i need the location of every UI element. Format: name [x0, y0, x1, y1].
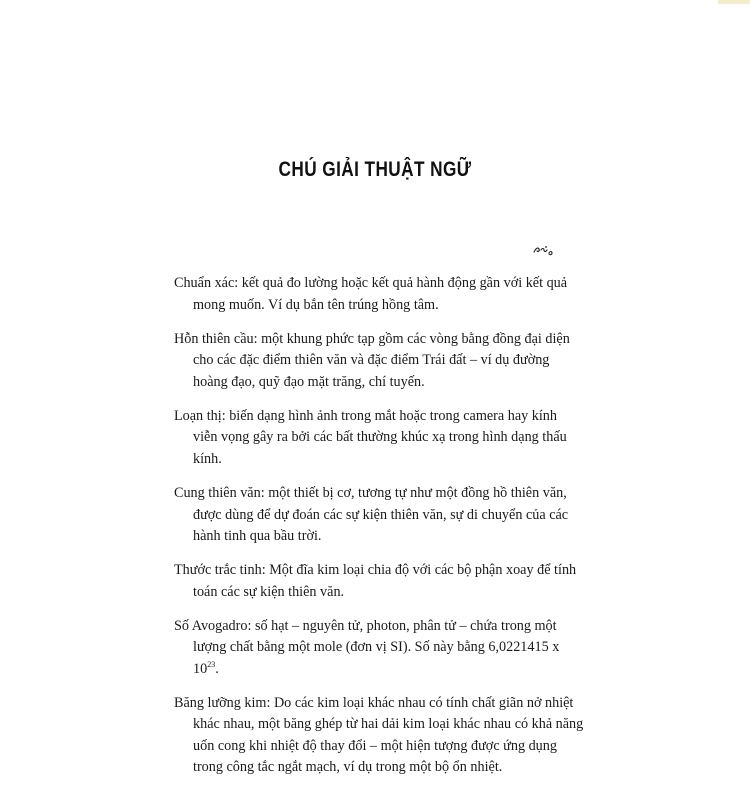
- glossary-definition: kết quả đo lường hoặc kết quả hành động gần với kết quả mong muốn. Ví dụ bắn tên trúng hồng tâm.: [193, 275, 568, 313]
- glossary-term: Chuẩn xác: [174, 275, 235, 291]
- glossary-list: [174, 273, 584, 791]
- glossary-definition: biến dạng hình ảnh trong mắt hoặc trong camera hay kính viễn vọng gây ra bởi các bất thường khúc xạ trong hình dạng thấu kính.: [193, 407, 567, 467]
- glossary-entry: Cung thiên văn: một thiết bị cơ, tương tự như một đồng hồ thiên văn, được dùng để dự đoán các sự kiện thiên văn, sự di chuyển của các hành tinh qua bầu trời.: [174, 485, 569, 544]
- glossary-entry: Băng lưỡng kim: Do các kim loại khác nhau có tính chất giãn nở nhiệt khác nhau, một băng ghép từ hai dải kim loại khác nhau có khả năng uốn cong khi nhiệt độ thay đổi – một hiện tượng được ứng dụng trong công tắc ngắt mạch, ví dụ trong một bộ ổn nhiệt.: [174, 694, 584, 775]
- glossary-term: Thước trắc tinh: [174, 562, 262, 578]
- glossary-definition: số hạt – nguyên tử, photon, phân tử – chứa trong một lượng chất bằng một mole (đơn vị SI). Số này bằng 6,0221415 x 10: [193, 617, 560, 677]
- glossary-entry: Thước trắc tinh: Một đĩa kim loại chia độ với các bộ phận xoay để tính toán các sự kiện thiên văn.: [174, 562, 577, 600]
- glossary-definition: Một đĩa kim loại chia độ với các bộ phận xoay để tính toán các sự kiện thiên văn.: [193, 562, 577, 600]
- glossary-entry: Số Avogadro: số hạt – nguyên tử, photon, phân tử – chứa trong một lượng chất bằng một mole (đơn vị SI). Số này bằng 6,0221415 x $10^{23}$.: [174, 617, 560, 677]
- glossary-definition: một thiết bị cơ, tương tự như một đồng hồ thiên văn, được dùng để dự đoán các sự kiện thiên văn, sự di chuyển của các hành tinh qua bầu trời.: [193, 485, 569, 544]
- glossary-entry: Hỗn thiên cầu: một khung phức tạp gồm các vòng bằng đồng đại diện cho các đặc điểm thiên văn và đặc điểm Trái đất – ví dụ đường hoàng đạo, quỹ đạo mặt trăng, chí tuyến.: [174, 330, 570, 390]
- glossary-entry: Loạn thị: biến dạng hình ảnh trong mắt hoặc trong camera hay kính viễn vọng gây ra bởi các bất thường khúc xạ trong hình dạng thấu kính.: [174, 407, 567, 467]
- glossary-term: Số Avogadro: [174, 617, 248, 634]
- page-title: CHÚ GIẢI THUẬT NGỮ: [278, 158, 472, 181]
- glossary-definition: một khung phức tạp gồm các vòng bằng đồng đại diện cho các đặc điểm thiên văn và đặc điểm Trái đất – ví dụ đường hoàng đạo, quỹ đạo mặt trăng, chí tuyến.: [193, 330, 570, 390]
- glossary-term: Cung thiên văn: [174, 485, 261, 501]
- page-edge-mark: [718, 0, 750, 4]
- glossary-definition: Do các kim loại khác nhau có tính chất giãn nở nhiệt khác nhau, một băng ghép từ hai dải kim loại khác nhau có khả năng uốn cong khi nhiệt độ thay đổi – một hiện tượng được ứng dụng trong công tắc ngắt mạch, ví dụ trong một bộ ổn nhiệt.: [193, 694, 584, 775]
- glossary-entry: Chuẩn xác: kết quả đo lường hoặc kết quả hành động gần với kết quả mong muốn. Ví dụ bắn tên trúng hồng tâm.: [174, 275, 568, 313]
- glossary-term: Hỗn thiên cầu: [174, 330, 254, 347]
- glossary-term: Băng lưỡng kim: [174, 694, 267, 711]
- exponent: 23: [207, 659, 216, 669]
- ornament-flourish-icon: [532, 243, 554, 257]
- glossary-term: Loạn thị: [174, 407, 222, 424]
